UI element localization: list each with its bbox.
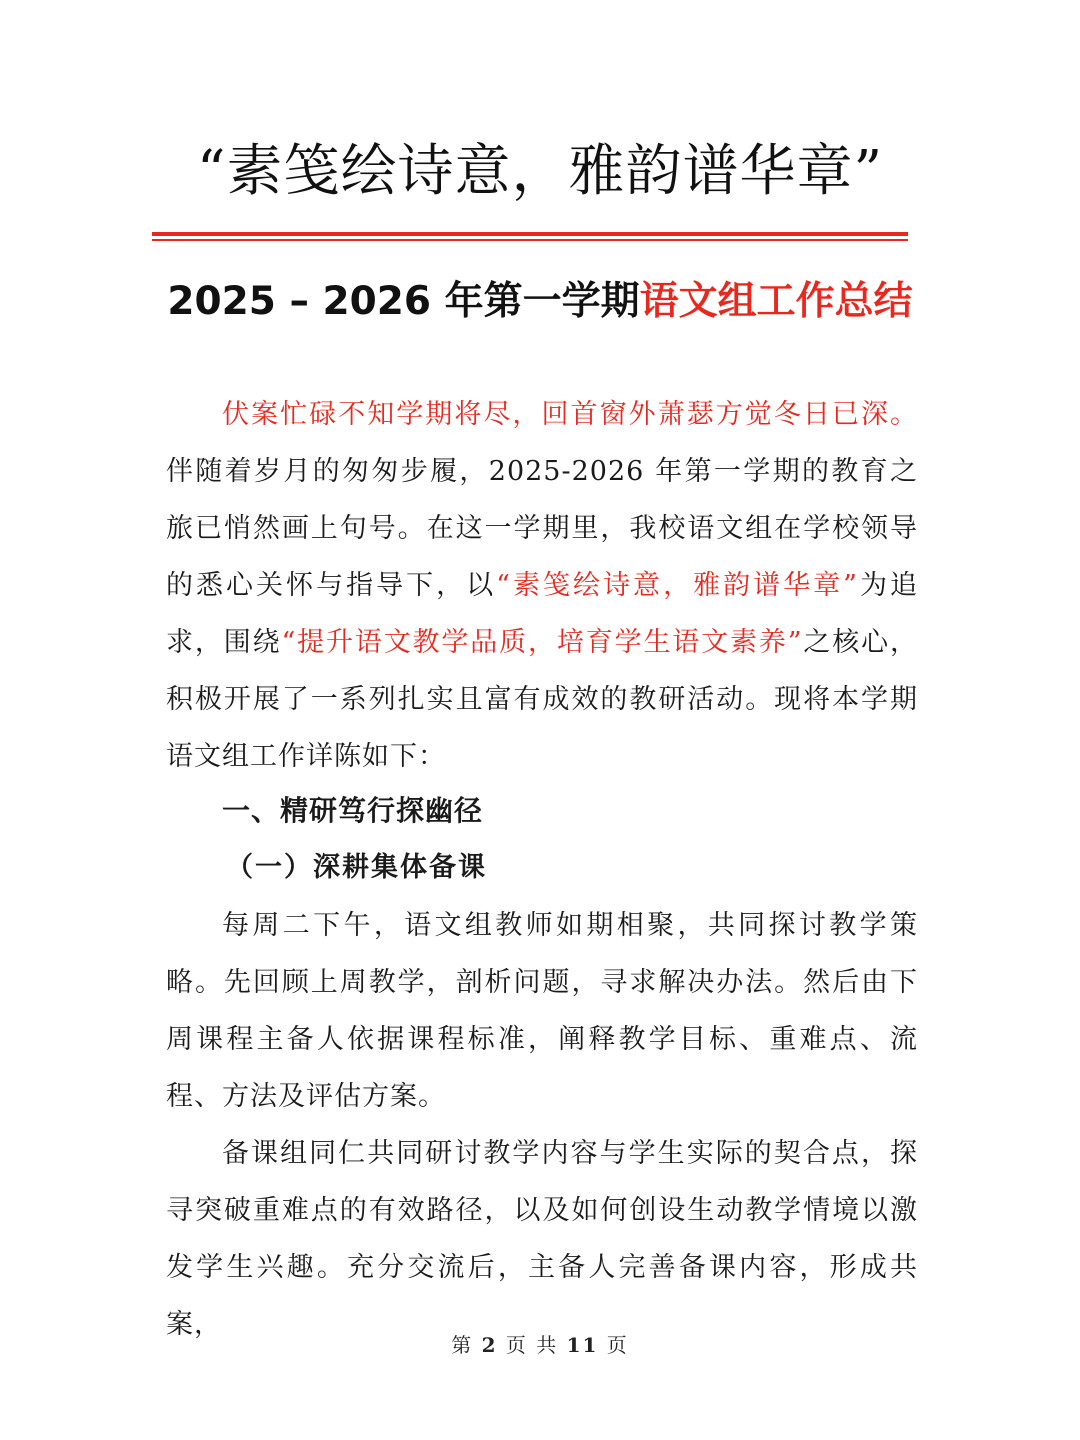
title-subject: 语文组工作总结 [639, 279, 913, 324]
intro-paragraph [166, 386, 918, 785]
footer-suffix: 页 [606, 1333, 629, 1357]
document-title [0, 272, 1080, 332]
section-paragraph-2: 备课组同仁共同研讨教学内容与学生实际的契合点，探寻突破重难点的有效路径，以及如何创设生动教学情境以激发学生兴趣。充分交流后，主备人完善备课内容，形成共案， [166, 1138, 918, 1340]
intro-text-c: 之核心，积极开展了一系列扎实且富有成效的教研活动。现将本学期语文组工作详陈如下： [166, 627, 919, 772]
intro-lead: 伏案忙碌不知学期将尽，回首窗外萧瑟方觉冬日已深。 [222, 399, 918, 430]
header-rule-thick [152, 232, 908, 236]
footer-page-number: 2 [481, 1333, 498, 1357]
footer-total-pages: 11 [566, 1333, 599, 1357]
intro-text-a: 伴随着岁月的匆匆步履，2025-2026 年第一学期的教育之旅已悄然画上句号。在这一学期里，我校语文组在学校领导的悉心关怀与指导下，以 [166, 456, 918, 601]
title-term: 2025 – 2026 年第一学期 [167, 279, 640, 324]
intro-text-b: 为追求，围绕 [166, 570, 918, 658]
footer-prefix: 第 [451, 1333, 474, 1357]
masthead-slogan: “素笺绘诗意，雅韵谱华章” [196, 139, 884, 204]
section-paragraph-1: 每周二下午，语文组教师如期相聚，共同探讨教学策略。先回顾上周教学，剖析问题，寻求解决办法。然后由下周课程主备人依据课程标准，阐释教学目标、重难点、流程、方法及评估方案。 [166, 910, 918, 1112]
header-rule-thin [152, 239, 908, 241]
intro-motto: “素笺绘诗意，雅韵谱华章” [496, 570, 858, 601]
footer-middle: 页 共 [505, 1333, 559, 1357]
section-heading: 一、精研笃行探幽径 [222, 794, 484, 827]
page-footer [0, 1330, 1080, 1360]
intro-core: “提升语文教学品质，培育学生语文素养” [281, 627, 803, 658]
subsection-heading: （一）深耕集体备课 [226, 852, 487, 883]
